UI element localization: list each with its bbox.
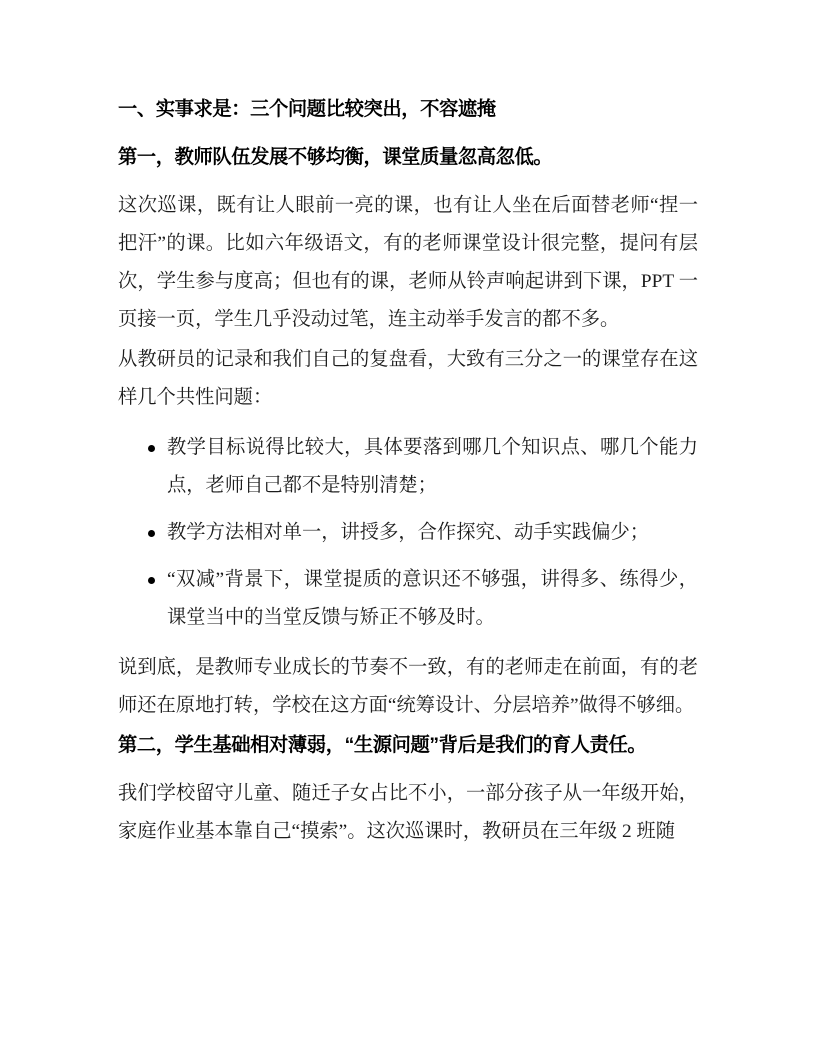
paragraph-common-problems-intro: 从教研员的记录和我们自己的复盘看，大致有三分之一的课堂存在这样几个共性问题： [118, 349, 698, 408]
list-item-text: 教学目标说得比较大，具体要落到哪几个知识点、哪几个能力点，老师自己都不是特别清楚； [167, 437, 698, 496]
sub-heading-second-issue: 第二，学生基础相对薄弱，“生源问题”背后是我们的育人责任。 [118, 735, 647, 756]
paragraph-classroom-observation: 这次巡课，既有让人眼前一亮的课，也有让人坐在后面替老师“捏一把汗”的课。比如六年级语文，有的老师课堂设计很完整，提问有层次，学生参与度高；但也有的课，老师从铃声响起讲到下课，PPT 一页接一页，学生几乎没动过笔，连主动举手发言的都不多。 [118, 195, 698, 330]
issue-list [118, 429, 698, 637]
list-item-text: 教学方法相对单一，讲授多，合作探究、动手实践偏少； [167, 522, 650, 543]
paragraph-student-foundation: 我们学校留守儿童、随迁子女占比不小，一部分孩子从一年级开始，家庭作业基本靠自己“摸索”。这次巡课时，教研员在三年级 2 班随 [118, 783, 698, 842]
list-item [118, 429, 698, 505]
list-item [118, 514, 698, 552]
bullet-icon [148, 530, 155, 537]
section-heading: 一、实事求是：三个问题比较突出，不容遮掩 [118, 99, 496, 120]
list-item [118, 561, 698, 637]
bullet-icon [148, 445, 155, 452]
list-item-text: “双减”背景下，课堂提质的意识还不够强，讲得多、练得少，课堂当中的当堂反馈与矫正不够及时。 [167, 569, 698, 628]
paragraph-teacher-growth-summary: 说到底，是教师专业成长的节奏不一致，有的老师走在前面，有的老师还在原地打转，学校在这方面“统筹设计、分层培养”做得不够细。 [118, 657, 698, 716]
bullet-icon [148, 577, 155, 584]
sub-heading-first-issue: 第一，教师队伍发展不够均衡，课堂质量忽高忽低。 [118, 147, 553, 168]
